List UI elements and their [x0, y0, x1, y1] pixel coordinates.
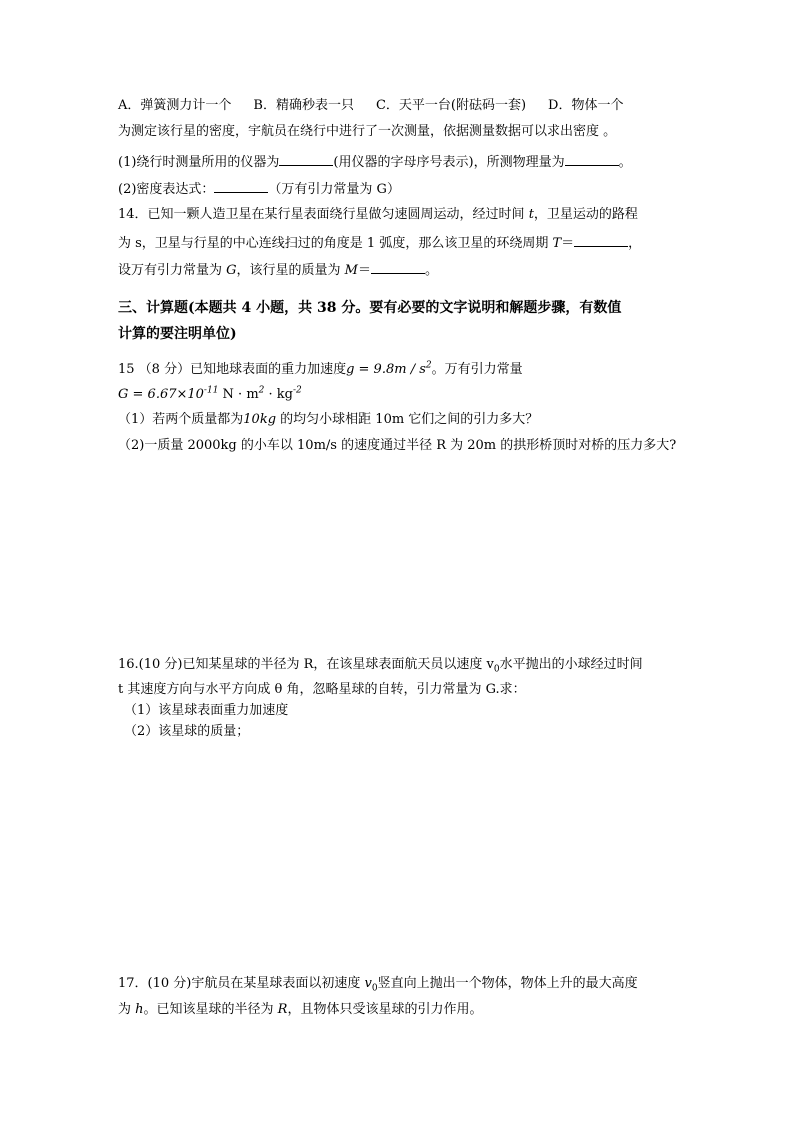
q17-line-2: 为 h。已知该星球的半径为 R，且物体只受该星球的引力作用。 — [118, 1002, 483, 1017]
q13-options — [118, 96, 623, 116]
q13-option-a: A．弹簧测力计一个 — [118, 98, 232, 113]
q13-intro: 为测定该行星的密度，宇航员在绕行中进行了一次测量，依据测量数据可以求出密度 。 — [118, 124, 617, 139]
answer-blank-density[interactable] — [214, 178, 268, 193]
q13-subquestion-2: (2)密度表达式： （万有引力常量为 G） — [118, 178, 400, 200]
answer-blank-mass[interactable] — [371, 259, 425, 274]
q14-line-2: 为 s，卫星与行星的中心连线扫过的角度是 1 弧度，那么该卫星的环绕周期 T＝ ， — [118, 232, 641, 254]
q15-gravitational-constant: $G = 6.67\times 10^{-11}$ $N \cdot m^2 \cdot kg^{-2}$ — [118, 385, 302, 402]
q14-line-1: 14．已知一颗人造卫星在某行星表面绕行星做匀速圆周运动，经过时间 t，卫星运动的路程 — [118, 207, 638, 222]
section-3-heading-line-2: 计算的要注明单位) — [118, 326, 237, 342]
q15-subquestion-1: （1）若两个质量都为10kg 的均匀小球相距 10m 它们之间的引力多大？ — [118, 412, 539, 427]
q16-subquestion-2: （2）该星球的质量； — [124, 724, 250, 739]
q14-line-3: 设万有引力常量为 G，该行星的质量为 M＝ 。 — [118, 259, 438, 281]
answer-blank-quantity[interactable] — [565, 151, 619, 166]
q15-gravity-formula: $g = 9.8m / s^2$ — [346, 360, 432, 377]
q13-option-b: B．精确秒表一只 — [253, 98, 354, 113]
q16-line-2: t 其速度方向与水平方向成 θ 角，忽略星球的自转，引力常量为 G.求： — [118, 682, 526, 697]
q13-subquestion-1: (1)绕行时测量所用的仪器为 (用仪器的字母序号表示)，所测物理量为 。 — [118, 151, 632, 173]
q15-subquestion-2: （2)一质量 2000kg 的小车以 10m/s 的速度通过半径 R 为 20m 的拱形桥顶时对桥的压力多大? — [118, 438, 677, 453]
q13-option-d: D．物体一个 — [548, 98, 624, 113]
q13-option-c: C．天平一台(附砝码一套) — [375, 98, 527, 113]
answer-blank-period[interactable] — [574, 232, 628, 247]
q16-subquestion-1: （1）该星球表面重力加速度 — [124, 703, 289, 718]
section-3-heading-line-1: 三、计算题(本题共 4 小题，共 38 分。要有必要的文字说明和解题步骤，有数值 — [118, 300, 622, 316]
q15-line-1: 15 （8 分）已知地球表面的重力加速度$g = 9.8m / s^2$。万有引力常量 — [118, 360, 523, 377]
answer-blank-instrument[interactable] — [279, 151, 333, 166]
q15-line-2 — [118, 385, 302, 405]
q17-line-1: 17．(10 分)宇航员在某星球表面以初速度 $v_0$竖直向上抛出一个物体，物体上升的最大高度 — [118, 976, 638, 994]
q16-line-1: 16.(10 分)已知某星球的半径为 R，在该星球表面航天员以速度 $v_0$水平抛出的小球经过时间 — [118, 657, 643, 675]
